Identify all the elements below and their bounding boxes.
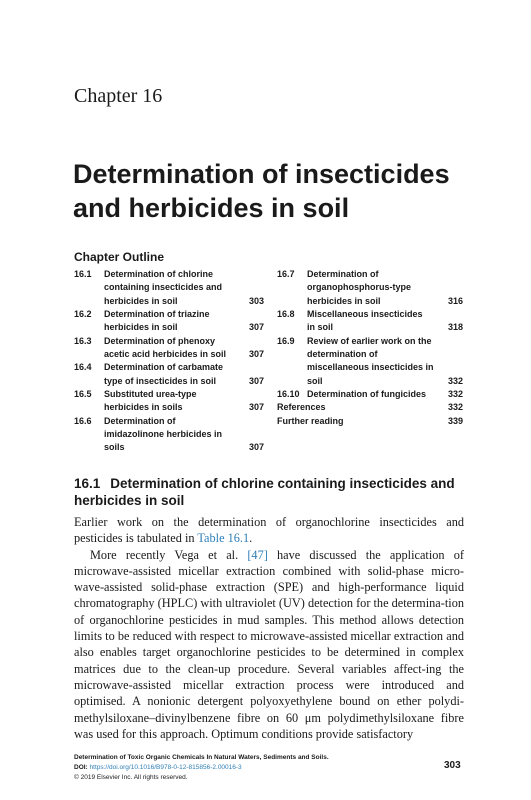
paragraph-text: Earlier work on the determination of organochlorine insecticides and pesticides is tabulated in [74,515,464,546]
outline-entry-number: 16.10 [277,389,300,400]
outline-entry-number: 16.7 [277,269,295,279]
outline-entry[interactable] [74,308,264,335]
outline-entry-page: 307 [248,402,264,413]
chapter-title: Determination of insecticides and herbicides in soil [73,159,450,223]
outline-entry-number: 16.2 [74,309,92,320]
page-footer [74,753,464,783]
outline-entry-page: 332 [447,402,463,413]
outline-entry-page: 332 [447,375,463,386]
outline-entry-title: Determination of organophosphorus-type herbicides in soil [307,269,411,306]
doi-label: DOI: [74,764,90,771]
paragraph [74,514,464,547]
doi-link[interactable]: https://doi.org/10.1016/B978-0-12-815856-2.00016-3 [89,764,242,771]
paragraph-text: have discussed the application of microwave-assisted micellar extraction combined with solid-phase micro-wave-assisted solid-phase extraction (SPE) and high-performance liquid chromatography (HPLC) with ultraviolet (UV) detection for the determina-tion of organochlorine pesticides in mud samples. This method allows detection limits to be reduced with respect to microwave-assisted micellar extraction and also enables target organochlorine pesticides to be determined in complex matrices due to the clean-up procedure. Several variables affect-ing the microwave-assisted micellar extraction process were introduced and optimised. A nonionic detergent polyoxyethylene bound on ether polydi-methylsiloxane–divinylbenzene fibre on 60 μm polydimethylsiloxane fibre was used for this approach. Optimum conditions provide satisfactory [74,547,464,741]
body-text [74,514,464,742]
outline-heading: Chapter Outline [74,250,165,264]
outline-entry-title: Determination of chlorine containing insecticides and herbicides in soil [104,269,223,306]
outline-entry-title: Determination of phenoxy acetic acid herbicides in soil [104,335,227,360]
outline-entry-references[interactable] [277,401,463,414]
outline-entry-page: 316 [447,295,463,306]
book-title: Determination of Toxic Organic Chemicals In Natural Waters, Sediments and Soils. [74,754,329,761]
paragraph-text: . [249,531,253,546]
outline-entry-page: 307 [248,349,264,360]
section-title: Determination of chlorine containing insecticides and herbicides in soil [74,476,455,508]
section-heading [74,475,474,509]
outline-entry-title: Substituted urea-type herbicides in soils [104,389,197,413]
outline-entry-number: 16.6 [74,415,92,426]
outline-entry-page: 339 [447,415,463,426]
outline-entry[interactable] [74,388,264,415]
copyright: © 2019 Elsevier Inc. All rights reserved. [74,774,188,781]
outline-entry[interactable] [74,415,264,455]
outline-entry-number: 16.5 [74,389,92,400]
paragraph-text: More recently Vega et al. [90,547,248,562]
outline-entry[interactable] [277,388,463,401]
outline-entry-title: Determination of carbamate type of insecticides in soil [104,362,224,386]
outline-entry[interactable] [74,361,264,388]
outline-right-column [277,268,463,428]
reference-link[interactable]: [47] [247,547,268,562]
section-number: 16.1 [74,476,101,491]
outline-entry-page: 318 [447,322,463,333]
table-link[interactable]: Table 16.1 [197,531,250,546]
page-number: 303 [444,760,461,771]
outline-entry[interactable] [277,268,463,308]
outline-entry-title: Determination of fungicides [307,389,427,400]
outline-entry-number: 16.3 [74,335,92,346]
outline-entry-page: 307 [248,322,264,333]
chapter-label: Chapter 16 [74,85,163,107]
outline-entry[interactable] [277,308,463,335]
outline-entry-title: Review of earlier work on the determination of miscellaneous insecticides in soil [307,335,434,386]
outline-entry-number: 16.4 [74,362,92,373]
outline-entry-title: Further reading [277,415,344,426]
outline-entry-title: Determination of imidazolinone herbicides in soils [104,415,223,453]
outline-left-column [74,268,264,455]
paragraph [74,547,464,743]
outline-entry-number: 16.8 [277,309,295,320]
outline-entry-further-reading[interactable] [277,415,463,428]
outline-entry[interactable] [277,335,463,388]
outline-entry-number: 16.1 [74,269,92,279]
outline-entry-number: 16.9 [277,335,295,346]
outline-entry-page: 303 [248,295,264,306]
outline-entry-page: 332 [447,389,463,400]
outline-entry-title: Determination of triazine herbicides in soil [104,309,210,333]
doi-line [74,763,464,773]
outline-entry-title: Miscellaneous insecticides in soil [307,309,423,333]
outline-entry-title: References [277,402,326,413]
outline-entry-page: 307 [248,375,264,386]
outline-entry[interactable] [74,335,264,362]
outline-entry-page: 307 [248,442,264,453]
outline-entry[interactable] [74,268,264,308]
